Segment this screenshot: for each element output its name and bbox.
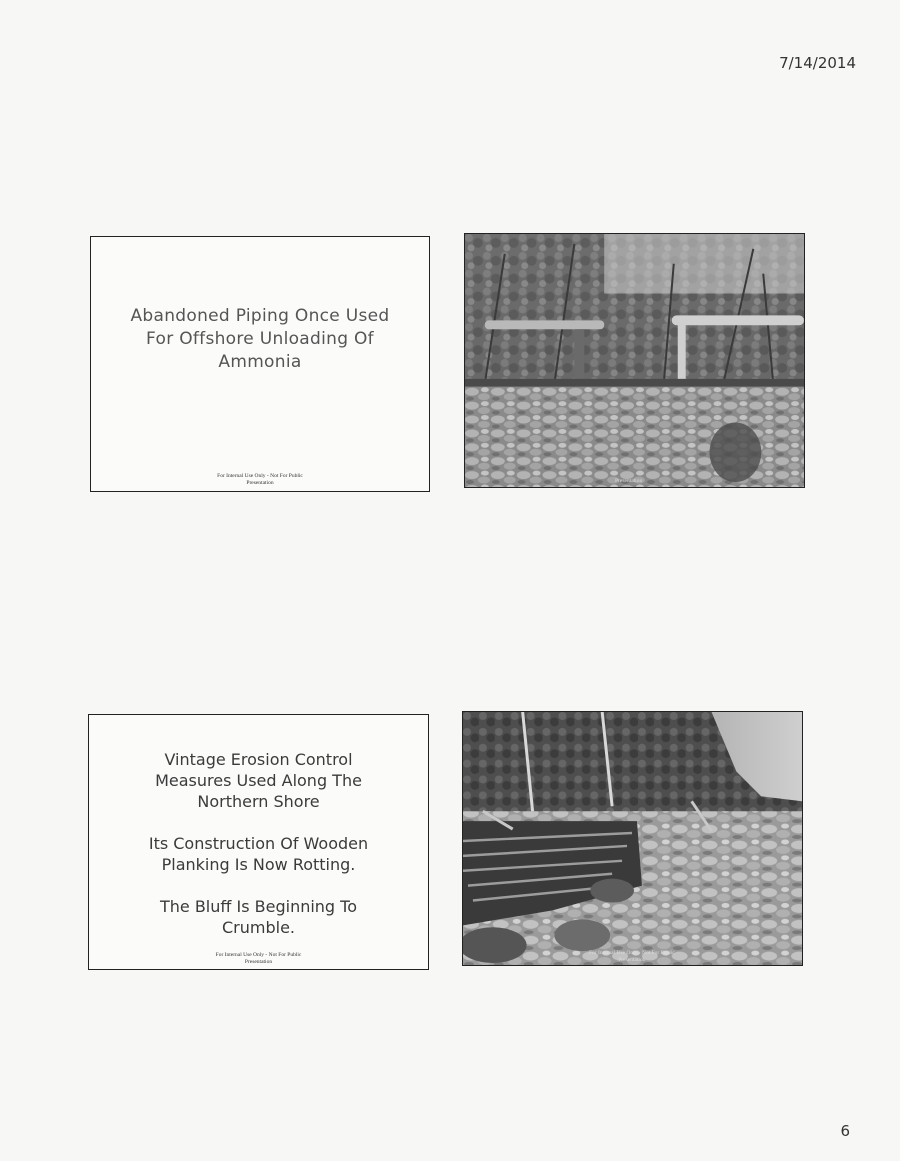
- slide-2-footer-line-1: For Internal Use Only - Not For Public: [215, 952, 302, 958]
- slide-1-footer-line-1: For Internal Use Only - Not For Public: [217, 473, 303, 479]
- slide-2-p3-line-2: Crumble.: [221, 918, 295, 937]
- slide-2-p1-line-1: Vintage Erosion Control: [164, 750, 353, 769]
- page-date: 7/14/2014: [779, 54, 856, 72]
- slide-2-footer-note: [89, 952, 428, 966]
- slide-1-photo-footer: Presentation: [615, 478, 643, 484]
- slide-2-footer-line-2: Presentation: [244, 959, 273, 965]
- slide-2-paragraph-1: [89, 749, 428, 812]
- slide-1-title-line-3: Ammonia: [218, 352, 302, 372]
- abandoned-piping-photo: [465, 234, 804, 487]
- erosion-control-photo: [463, 712, 802, 965]
- slide-2-text-panel: [88, 714, 429, 970]
- slide-1-footer-line-2: Presentation: [246, 480, 274, 486]
- slide-1-photo: [464, 233, 805, 488]
- slide-2-p1-line-2: Measures Used Along The: [155, 771, 362, 790]
- slide-2-p3-line-1: The Bluff Is Beginning To: [159, 897, 358, 916]
- slide-2-photo: [462, 711, 803, 966]
- slide-2-p2-line-1: Its Construction Of Wooden: [148, 834, 369, 853]
- slide-2-photo-footer-line-2: Presentation: [618, 957, 646, 963]
- slide-1-title: [91, 305, 429, 374]
- page-number: 6: [840, 1122, 850, 1140]
- slide-2-photo-footer-line-1: For Internal Use Only - Not For Public: [589, 950, 675, 956]
- slide-1-text-panel: [90, 236, 430, 492]
- slide-2-photo-footer: [589, 950, 675, 964]
- slide-1-title-line-2: For Offshore Unloading Of: [146, 329, 374, 349]
- slide-2-paragraph-2: [89, 833, 428, 875]
- slide-1-footer-note: [91, 473, 429, 487]
- slide-2-p2-line-2: Planking Is Now Rotting.: [161, 855, 356, 874]
- slide-2-title: [89, 749, 428, 959]
- slide-2-p1-line-3: Northern Shore: [197, 792, 320, 811]
- slide-2-paragraph-3: [89, 896, 428, 938]
- slide-1-title-line-1: Abandoned Piping Once Used: [130, 306, 390, 326]
